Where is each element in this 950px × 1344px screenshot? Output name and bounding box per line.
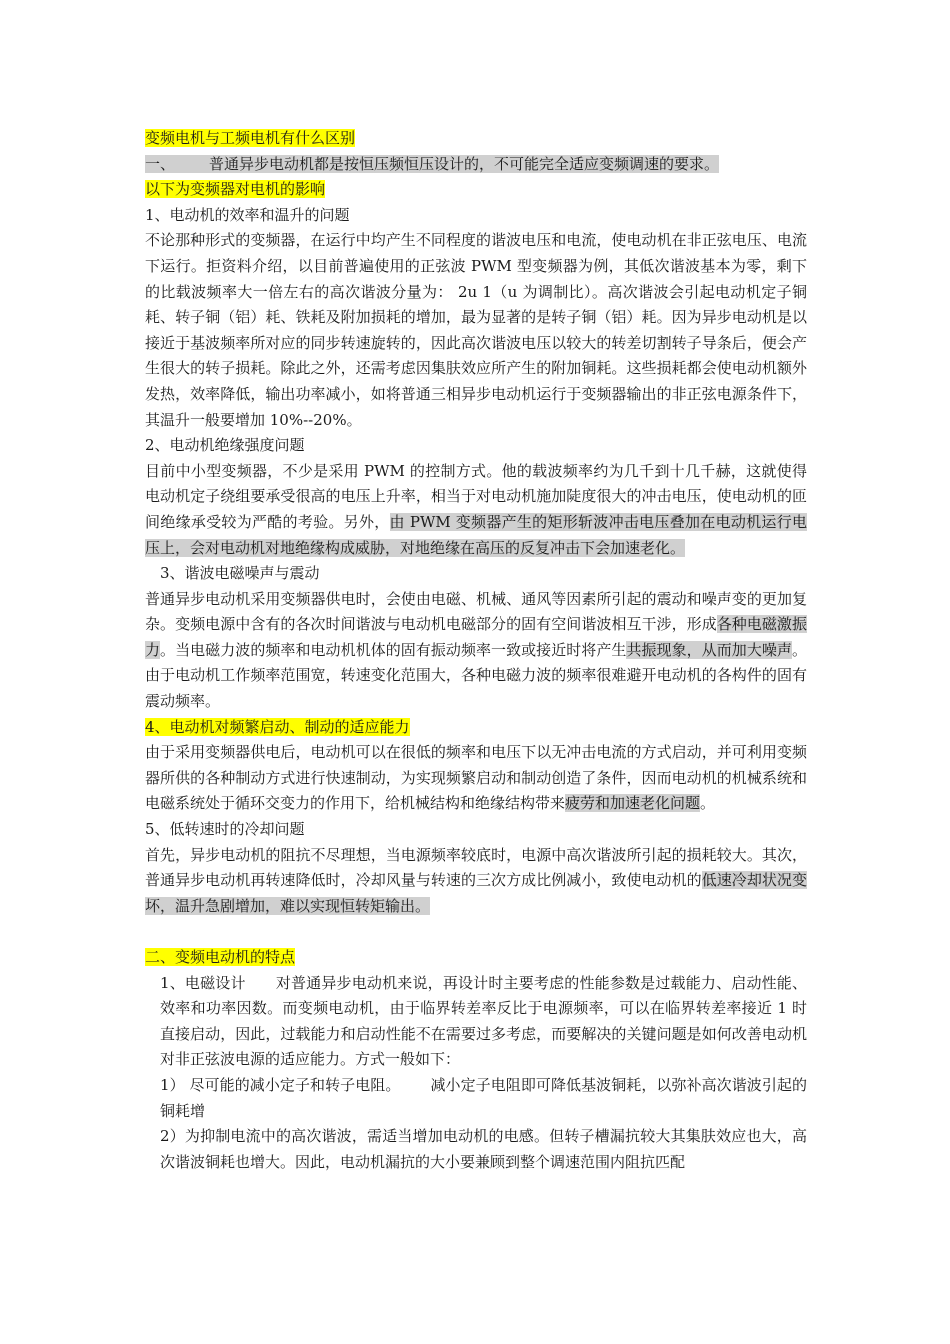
document-body bbox=[145, 126, 807, 1175]
section-two-heading: 二、变频电动机的特点 bbox=[145, 948, 296, 966]
highlight-excitation-force: 各种电磁激振力 bbox=[145, 615, 807, 659]
highlight-cooling: 低速冷却状况变坏，温升急剧增加，难以实现恒转矩输出。 bbox=[145, 871, 807, 915]
intro-heading: 以下为变频器对电机的影响 bbox=[145, 180, 326, 199]
list-item-2: 2）为抑制电流中的高次谐波，需适当增加电动机的电感。但转子槽漏抗较大其集肤效应也大，高次谐波铜耗也增大。因此，电动机漏抗的大小要兼顾到整个调速范围内阻抗匹配 bbox=[160, 1127, 807, 1171]
paragraph-3: 普通异步电动机采用变频器供电时，会使由电磁、机械、通风等因素所引起的震动和噪声变的更加复杂。变频电源中含有的各次时间谐波与电动机电磁部分的固有空间谐波相互干涉，形成各种电磁激振力。当电磁力波的频率和电动机机体的固有振动频率一致或接近时将产生共振现象，从而加大噪声。由于电动机工作频率范围宽，转速变化范围大，各种电磁力波的频率很难避开电动机的各构件的固有震动频率。 bbox=[145, 589, 807, 711]
heading-1: 1、电动机的效率和温升的问题 bbox=[145, 205, 350, 224]
blank-line bbox=[145, 919, 807, 945]
section-number: 一、 bbox=[145, 154, 176, 173]
paragraph-5: 首先，异步电动机的阻抗不尽理想，当电源频率较底时，电源中高次谐波所引起的损耗较大。其次，普通异步电动机再转速降低时，冷却风量与转速的三次方成比例减小，致使电动机的低速冷却状况变坏，温升急剧增加，难以实现恒转矩输出。 bbox=[145, 845, 807, 915]
paragraph-4: 由于采用变频器供电后，电动机可以在很低的频率和电压下以无冲击电流的方式启动，并可利用变频器所供的各种制动方式进行快速制动，为实现频繁启动和制动创造了条件，因而电动机的机械系统和电磁系统处于循环交变力的作用下，给机械结构和绝缘结构带来疲劳和加速老化问题。 bbox=[145, 743, 807, 813]
highlight-fatigue: 疲劳和加速老化问题 bbox=[565, 794, 701, 813]
section-one-statement bbox=[145, 152, 807, 178]
highlight-resonance: 共振现象，从而加大噪声 bbox=[626, 640, 792, 659]
list-item-1: 1） 尽可能的减小定子和转子电阻。 减小定子电阻即可降低基波铜耗，以弥补高次谐波引起的铜耗增 bbox=[160, 1075, 807, 1120]
heading-4: 4、电动机对频繁启动、制动的适应能力 bbox=[145, 717, 410, 736]
doc-title: 变频电机与工频电机有什么区别 bbox=[145, 129, 356, 147]
section-one-text: 普通异步电动机都是按恒压频恒压设计的，不可能完全适应变频调速的要求。 bbox=[209, 154, 720, 173]
paragraph-2: 目前中小型变频器，不少是采用 PWM 的控制方式。他的载波频率约为几千到十几千赫，这就使得电动机定子绕组要承受很高的电压上升率，相当于对电动机施加陡度很大的冲击电压，使电动机的匝间绝缘承受较为严酷的考验。另外，由 PWM 变频器产生的矩形斩波冲击电压叠加在电动机运行电压上，会对电动机对地绝缘构成威胁，对地绝缘在高压的反复冲击下会加速老化。 bbox=[145, 461, 807, 557]
heading-3: 3、谐波电磁噪声与震动 bbox=[160, 564, 320, 583]
section-two-paragraph-1: 1、电磁设计 对普通异步电动机来说，再设计时主要考虑的性能参数是过载能力、启动性能、效率和功率因数。而变频电动机，由于临界转差率反比于电源频率，可以在临界转差率接近 1 时直接启动，因此，过载能力和启动性能不在需要过多考虑，而要解决的关键问题是如何改善电动机对非正弦波电源的适应能力。方式一般如下： bbox=[160, 973, 807, 1069]
paragraph-1: 不论那种形式的变频器，在运行中均产生不同程度的谐波电压和电流，使电动机在非正弦电压、电流下运行。拒资料介绍，以目前普遍使用的正弦波 PWM 型变频器为例，其低次谐波基本为零，剩下的比载波频率大一倍左右的高次谐波分量为： 2u 1（u 为调制比）。高次谐波会引起电动机定子铜耗、转子铜（铝）耗、铁耗及附加损耗的增加，最为显著的是转子铜（铝）耗。因为异步电动机是以接近于基波频率所对应的同步转速旋转的，因此高次谐波电压以较大的转差切割转子导条后，便会产生很大的转子损耗。除此之外，还需考虑因集肤效应所产生的附加铜耗。这些损耗都会使电动机额外发热，效率降低，输出功率减小，如将普通三相异步电动机运行于变频器输出的非正弦电源条件下，其温升一般要增加 10%--20%。 bbox=[145, 231, 807, 429]
heading-5: 5、低转速时的冷却问题 bbox=[145, 820, 305, 839]
heading-2: 2、电动机绝缘强度问题 bbox=[145, 436, 305, 455]
highlight-impulse-voltage: 由 PWM 变频器产生的矩形斩波冲击电压叠加在电动机运行电压上，会对电动机对地绝缘构成威胁，对地绝缘在高压的反复冲击下会加速老化。 bbox=[145, 512, 807, 557]
subheading-electromagnetic-design: 1、电磁设计 bbox=[160, 973, 246, 992]
